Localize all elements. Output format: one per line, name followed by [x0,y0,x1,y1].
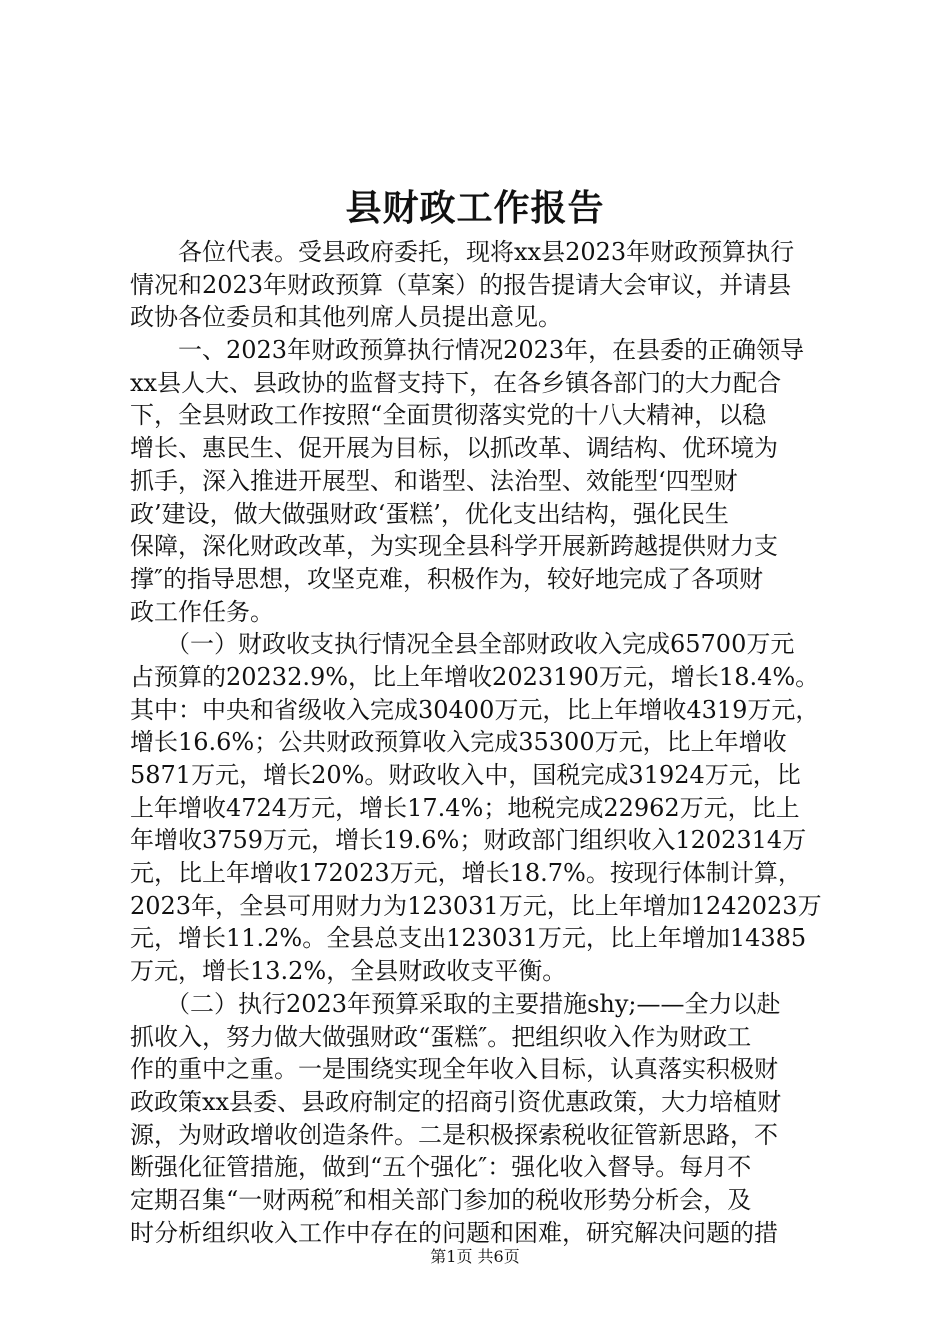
document-title: 县财政工作报告 [345,187,605,229]
body-line: （一）财政收支执行情况全县全部财政收入完成65700万元 [130,630,795,659]
body-line: 作的重中之重。一是围绕实现全年收入目标，认真落实积极财 [130,1055,778,1084]
body-line: 保障，深化财政改革，为实现全县科学开展新跨越提供财力支 [130,532,778,561]
page-number-footer: 第1页 共6页 [430,1247,520,1266]
body-line: 5871万元，增长20%。财政收入中，国税完成31924万元，比 [130,761,801,789]
body-line: 政工作任务。 [130,597,274,626]
body-line: 情况和2023年财政预算（草案）的报告提请大会审议，并请县 [130,270,792,299]
body-line: 其中：中央和省级收入完成30400万元，比上年增收4319万元， [130,695,820,724]
document-body [130,236,840,1249]
body-line: 政’建设，做大做强财政‘蛋糕’，优化支出结构，强化民生 [130,499,729,528]
body-line: 元，增长11.2%。全县总支出123031万元，比上年增加14385 [130,924,807,953]
body-line: xx县人大、县政协的监督支持下，在各乡镇各部门的大力配合 [130,368,782,397]
body-line: 政协各位委员和其他列席人员提出意见。 [130,303,562,332]
body-line: 各位代表。受县政府委托，现将xx县2023年财政预算执行 [130,238,795,266]
body-line: 政政策xx县委、县政府制定的招商引资优惠政策，大力培植财 [130,1087,782,1116]
body-line: 撑″的指导思想，攻坚克难，积极作为，较好地完成了各项财 [130,564,763,593]
body-line: 一、2023年财政预算执行情况2023年，在县委的正确领导 [130,336,805,365]
body-line: 抓收入，努力做大做强财政“蛋糕″。把组织收入作为财政工 [130,1022,752,1051]
body-line: 抓手，深入推进开展型、和谐型、法治型、效能型‘四型财 [130,466,738,495]
body-line: 增长、惠民生、促开展为目标，以抓改革、调结构、优环境为 [130,434,778,463]
body-line: （二）执行2023年预算采取的主要措施shy;——全力以赴 [130,989,781,1018]
body-line: 上年增收4724万元，增长17.4%；地税完成22962万元，比上 [130,793,800,822]
body-line: 2023年，全县可用财力为123031万元，比上年增加1242023万 [130,891,822,920]
body-line: 年增收3759万元，增长19.6%；财政部门组织收入1202314万 [130,826,807,855]
body-line: 下，全县财政工作按照“全面贯彻落实党的十八大精神，以稳 [130,401,767,430]
body-line: 时分析组织收入工作中存在的问题和困难，研究解决问题的措 [130,1218,778,1247]
body-line: 增长16.6%；公共财政预算收入完成35300万元，比上年增收 [130,728,787,757]
body-line: 源，为财政增收创造条件。二是积极探索税收征管新思路，不 [130,1120,778,1149]
body-line: 元，比上年增收172023万元，增长18.7%。按现行体制计算， [130,859,802,888]
body-line: 万元，增长13.2%，全县财政收支平衡。 [130,957,567,986]
body-line: 断强化征管措施，做到“五个强化″：强化收入督导。每月不 [130,1153,752,1182]
body-line: 占预算的20232.9%，比上年增收2023190万元，增长18.4%。 [130,662,820,691]
body-line: 定期召集“一财两税″和相关部门参加的税收形势分析会，及 [130,1185,752,1214]
